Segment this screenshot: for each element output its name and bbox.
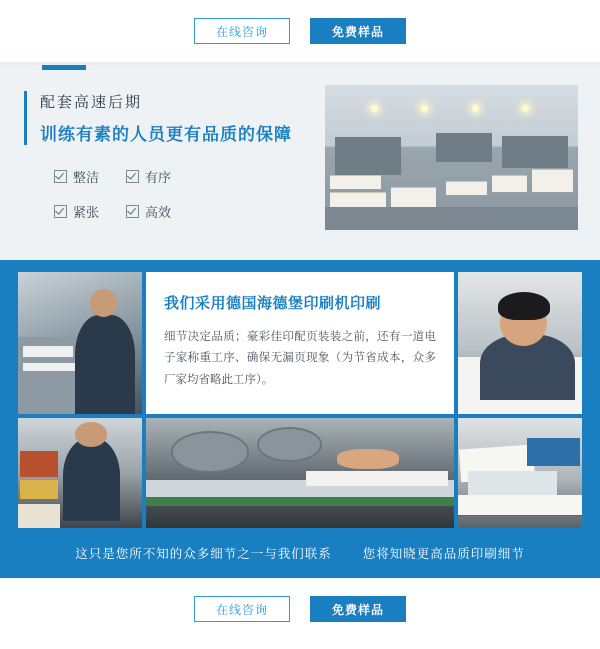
checkbox-checked-icon [54,170,67,183]
section-accent-tab [42,65,86,70]
copy-title: 我们采用德国海德堡印刷机印刷 [164,295,382,312]
checklist-item [54,202,126,221]
checklist-item [54,167,126,186]
online-consult-button-top[interactable]: 在线咨询 [194,18,290,44]
copy-block [146,272,454,414]
checklist-item [126,202,198,221]
bottom-cta-bar [0,578,600,640]
staff-quality-section [0,65,600,260]
online-consult-button-bottom[interactable]: 在线咨询 [194,596,290,622]
checkbox-checked-icon [54,205,67,218]
checkbox-checked-icon [126,205,139,218]
checklist-item-label: 整洁 [73,170,100,185]
printed-books-stack-photo [458,418,582,528]
checklist-item [126,167,198,186]
worker-at-press-photo [18,272,142,414]
man-inspecting-sheet-photo [458,272,582,414]
photo-mosaic [18,272,582,528]
worker-packing-boxes-photo [18,418,142,528]
printing-machine-rollers-photo [146,418,454,528]
section2-footer [18,528,582,578]
checklist-item-label: 有序 [145,170,172,185]
section1-subtitle: 配套高速后期 [40,94,143,111]
copy-body: 细节决定品质；豪彩佳印配页装装之前，还有一道电子家称重工序、确保无漏页现象（为节省成本，众多厂家均省略此工序）。 [164,331,436,386]
quality-checklist [54,167,307,221]
free-sample-button-bottom[interactable]: 免费样品 [310,596,406,622]
footer-text-left: 这只是您所不知的众多细节之一与我们联系 [75,547,332,561]
checklist-item-label: 高效 [145,205,172,220]
factory-hall-photo [325,85,578,230]
section1-title: 训练有素的人员更有品质的保障 [40,125,292,144]
footer-text-right: 您将知晓更高品质印刷细节 [362,547,525,561]
checkbox-checked-icon [126,170,139,183]
section1-text-column [22,85,307,230]
checklist-item-label: 紧张 [73,205,100,220]
heidelberg-press-section [0,260,600,578]
top-cta-bar [0,0,600,62]
free-sample-button-top[interactable]: 免费样品 [310,18,406,44]
